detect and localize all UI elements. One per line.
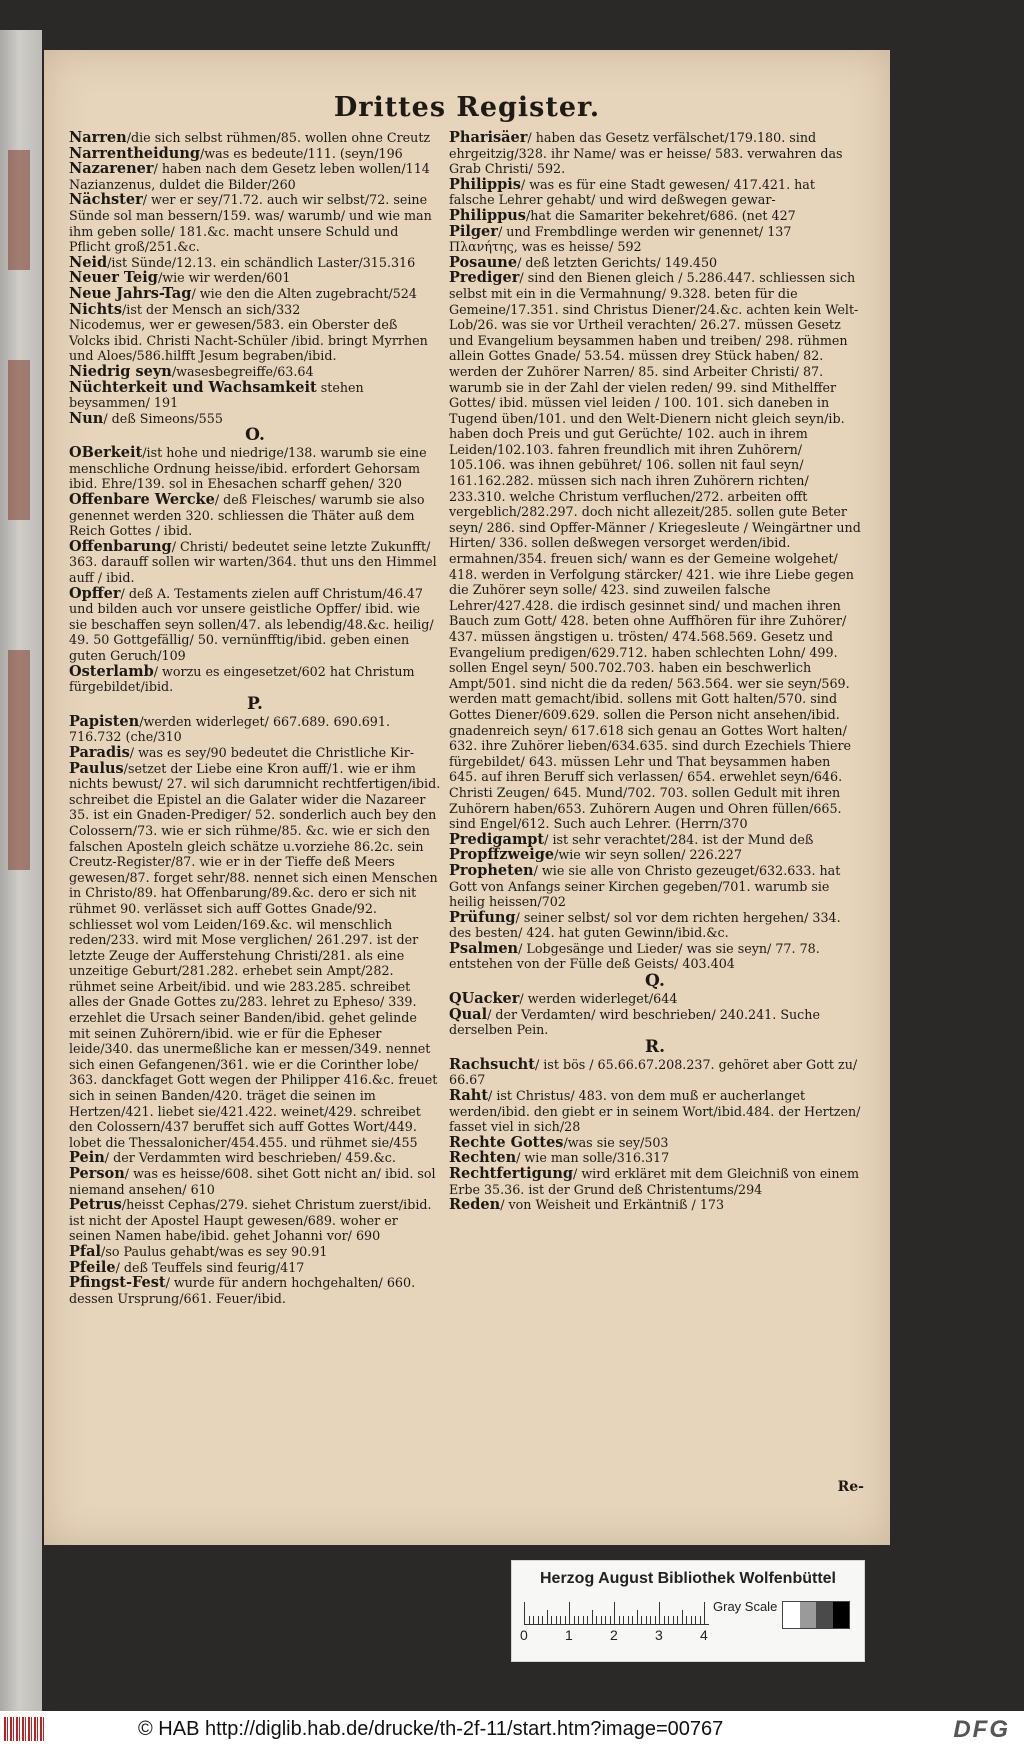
dfg-logo: DFG [953, 1716, 1010, 1743]
ruler-tick [542, 1616, 543, 1624]
gray-swatch [833, 1602, 850, 1628]
index-entry [449, 1135, 861, 1151]
entry-keyword: Pharisäer [449, 129, 528, 146]
index-entry [449, 1166, 861, 1197]
entry-text: / von Weisheit und Erkäntniß / 173 [500, 1197, 725, 1213]
page-title: Drittes Register. [333, 92, 601, 123]
entry-keyword: QUacker [449, 990, 520, 1008]
edge-mark [8, 360, 30, 520]
entry-keyword: Qual [449, 1005, 488, 1023]
gray-scale-swatches [782, 1601, 850, 1629]
entry-keyword: Neid [69, 253, 108, 271]
section-letter: P. [247, 693, 263, 714]
ruler-tick [682, 1610, 683, 1624]
ruler-tick [704, 1602, 705, 1624]
ruler-number: 3 [655, 1627, 663, 1643]
ruler-tick [583, 1616, 584, 1624]
entry-keyword: Papisten [69, 712, 140, 730]
index-entry [69, 586, 441, 664]
entry-keyword: Nächster [69, 191, 143, 209]
index-entry [69, 1150, 441, 1166]
section-letter: Q. [645, 971, 665, 992]
entry-text: / sind den Bienen gleich / 5.286.447. schliessen sich selbst mit ein in die Vermahnung/ 9.328. beten für die Gemeine/17.351. sind Christus Diener/24.&c. achten kein Welt-Lob/26. was sie vor Urtheil verachten/ 26.27. müssen Gesetz und Evangelium beysammen haben und treiben/ 298. rühmen allein Gottes Gnade/ 53.54. müssen drey Stück haben/ 82. werden der Zuhörer Narren/ 85. sind Arbeiter Christi/ 87. warumb sie in der Zahl der vielen reden/ 99. sind Mithelffer Gottes/ ibid. müssen viel leiden / 100. 101. sich daneben in Tugend üben/101. und den Welt-Dienern nicht gleich seyn/ib. haben doch Preis und gut Gerüchte/ 102. auch in ihrem Leiden/102.103. fahren freundlich mit ihren Zuhörern/ 105.106. was ihnen gebühret/ 106. sollen nit faul seyn/ 161.162.282. müssen sich nach ihren Zuhörern richten/ 233.310. welche Christum verfluchen/272. arbeiten offt vergeblich/282.297. doch nicht allezeit/285. sollen gute Beter seyn/ 286. sind Opffer-Männer / Kriegesleute / Weingärtner und Hirten/ 336. sollen deßwegen versorget werden/ibid. ermahnen/354. freuen sich/ wann es der Gemeine wolgehet/ 418. werden in Verfolgung stärcker/ 421. wie ihre Liebe gegen die Zuhörer seyn solle/ 423. sind zuweilen falsche Lehrer/427.428. die irdisch gesinnet sind/ und machen ihren Bauch zum Gott/ 428. beten ohne Auffhören für ihre Zuhörer/ 437. müssen ängstigen u. trösten/ 474.568.569. Gesetz und Evangelium predigen/629.712. haben schlechten Lohn/ 499. sollen Engel seyn/ 500.702.703. haben ein beschwerlich Ampt/501. sind nicht die da reden/ 563.564. wer sie seyn/569. werden matt gemacht/ibid. sollens mit Gott halten/570. sind Gottes Diener/609.629. sollen die Person nicht ansehen/ibid. gnadenreich seyn/ 617.618 sich genau an Gottes Wort halten/ 632. ihre Zuhörer lieben/634.635. sind durch Ezechiels Thiere fürgebildet/ 643. müssen Lehr und That beysammen haben 645. auf ihren Beruff sich verlassen/ 654. erwehlet seyn/646. Christi Zeugen/ 645. Mund/702. 703. sollen Gedult mit ihren Zuhörern haben/653. Zuhörern Augen und Ohren füllen/665. sind Engel/612. Such auch Lehrer. (Herrn/370 [449, 270, 861, 832]
entry-keyword: Posaune [449, 253, 518, 271]
entry-text: / haben nach dem Gesetz leben wollen/114 [153, 161, 430, 177]
ruler-tick [691, 1616, 692, 1624]
entry-keyword: Neuer Teig [69, 269, 158, 287]
ruler-tick [623, 1616, 624, 1624]
entry-text: /hat die Samariter bekehret/686. (net 427 [525, 207, 796, 223]
ruler-tick [578, 1616, 579, 1624]
index-entry [69, 714, 441, 745]
entry-keyword: Petrus [69, 1196, 122, 1214]
entry-text: / Lobgesänge und Lieder/ was sie seyn/ 77. 78. entstehen von der Fülle deß Geists/ 403.404 [449, 940, 820, 972]
entry-keyword: Narrentheidung [69, 144, 201, 162]
entry-text: / und Frembdlinge werden wir genennet/ 137 [497, 223, 792, 239]
entry-keyword: Neue Jahrs-Tag [69, 284, 192, 302]
catchword: Re- [837, 1479, 864, 1495]
ruler-tick [646, 1616, 647, 1624]
entry-text: /wie wir werden/601 [157, 270, 291, 286]
edge-mark [8, 650, 30, 870]
index-entry [449, 1057, 861, 1088]
entry-text: /was es bedeute/111. (seyn/196 [200, 145, 403, 161]
entry-keyword: Nazarener [69, 160, 154, 178]
index-entry [69, 317, 441, 364]
index-entry [449, 224, 861, 240]
ruler-tick [610, 1616, 611, 1624]
entry-text: /was sie sey/503 [563, 1134, 669, 1150]
entry-keyword: Paulus [69, 759, 124, 777]
entry-keyword: Nüchterkeit und Wachsamkeit [69, 378, 317, 396]
entry-text: Πλανήτης, was es heisse/ 592 [449, 239, 642, 255]
entry-keyword: Rechte Gottes [449, 1133, 564, 1151]
ruler-number: 4 [700, 1627, 708, 1643]
entry-keyword: Predigampt [449, 830, 545, 848]
entry-text: / wie den die Alten zugebracht/524 [191, 285, 417, 301]
entry-text: / ist sehr verachtet/284. ist der Mund deß [544, 831, 814, 847]
ruler-tick [677, 1616, 678, 1624]
ruler-tick [664, 1616, 665, 1624]
ruler-tick [574, 1616, 575, 1624]
entry-keyword: Nichts [69, 300, 122, 318]
ruler-number: 0 [520, 1627, 528, 1643]
ruler-tick [659, 1602, 660, 1624]
index-entry [449, 239, 861, 255]
index-column-left [69, 130, 441, 1306]
index-entry [69, 445, 441, 492]
entry-text: / ist Christus/ 483. von dem muß er aucherlanget werden/ibid. den giebt er in seinem Wort/ibid.484. der Hertzen/ fasset viel in sich/28 [449, 1088, 861, 1135]
entry-text: / was es heisse/608. sihet Gott nicht an/ ibid. sol niemand ansehen/ 610 [69, 1166, 436, 1197]
entry-text: / werden widerleget/644 [519, 991, 678, 1007]
ruler-number: 2 [610, 1627, 618, 1643]
index-entry [449, 1007, 861, 1038]
entry-text: /werden widerleget/ 667.689. 690.691. 716.732 (che/310 [69, 713, 390, 745]
entry-text: /ist hohe und niedrige/138. warumb sie eine menschliche Ordnung heisse/ibid. erfordert Gehorsam ibid. Ehre/139. sol in Ehesachen scharff gehen/ 320 [69, 445, 427, 492]
ruler-tick [632, 1616, 633, 1624]
entry-text: /wasesbegreiffe/63.64 [171, 363, 314, 379]
entry-text: / wer er sey/71.72. auch wir selbst/72. seine Sünde sol man bessern/159. was/ warumb/ und wie man ihm geben solle/ 181.&c. macht unsere Schuld und Pflicht groß/251.&c. [69, 192, 432, 255]
ruler-tick [605, 1616, 606, 1624]
index-entry [449, 1197, 861, 1213]
section-letter: R. [644, 1036, 666, 1057]
entry-text: / der Verdamten/ wird beschrieben/ 240.241. Suche derselben Pein. [449, 1006, 820, 1038]
ruler-tick [592, 1610, 593, 1624]
entry-keyword: Opffer [69, 584, 121, 602]
footer-bar [0, 1711, 1024, 1747]
entry-text: /wie wir seyn sollen/ 226.227 [554, 847, 742, 863]
index-entry [449, 1150, 861, 1166]
ruler-tick [524, 1602, 525, 1624]
entry-text: / deß A. Testaments zielen auff Christum/46.47 und bilden auch vor unsere geistliche Opffer/ ibid. wie sie beschaffen seyn sollen/47. als lebendig/48.&c. heilig/ 49. 50 Gottgefällig/ 50. vernünfftig/ibid. geben einen guten Geruch/109 [69, 585, 434, 663]
index-entry [69, 411, 441, 427]
index-entry [69, 1244, 441, 1260]
entry-text: /setzet der Liebe eine Kron auff/1. wie er ihm nichts bewust/ 27. wil sich darumnicht rechtfertigen/ibid. schreibet die Epistel an die Galater wider die Nazareer 35. ist ein Gnaden-Prediger/ 52. sonderlich auch bey den Colossern/73. wie er sich rühme/85. &c. wie er sich den falschen Aposteln gleich schätze u.vorziehe 86.2c. sein Creutz-Register/87. wie er in der Tieffe deß Meers gewesen/87. forget sehr/88. nennet sich einen Menschen in Christo/89. hat Offenbarung/89.&c. dero er sich nit rühmet 90. verlässet sich auff Gottes Gnade/92. schliesset wol vom Leiden/169.&c. wil menschlich reden/233. wird mit Mose verglichen/ 261.297. ist der letzte Zeuge der Aufferstehung Christi/281. als eine unzeitige Geburt/281.282. erhebet sein Ampt/282. rühmet seine Arbeit/ibid. und wie 283.285. schreibet alles der Gnade Gottes zu/283. lehret zu Epheso/ 339. erzehlet die Ursach seiner Banden/ibid. gehet gelinde mit seinen Zuhörern/ibid. wie er für die Epheser leide/340. das unermeßliche kan er messen/349. nennet sich einen Gefangenen/361. wie er die Corinther lobe/ 363. danckfaget Gott wegen der Philipper 416.&c. freuet sich in seinen Banden/420. träget die seinen im Hertzen/421. liebet sie/421.422. weinet/429. schreibet den Colossern/437 beruffet sich auff Gottes Wort/449. lobet die Thessalonicher/454.455. und rühmet sie/455 [69, 760, 441, 1150]
entry-text: / wurde für andern hochgehalten/ 660. dessen Ursprung/661. Feuer/ibid. [69, 1275, 416, 1306]
ruler-tick [587, 1616, 588, 1624]
entry-keyword: Pein [69, 1149, 105, 1167]
entry-text: / worzu es eingesetzet/602 hat Christum fürgebildet/ibid. [69, 663, 415, 695]
edge-mark [8, 150, 30, 270]
footer-url[interactable]: © HAB http://diglib.hab.de/drucke/th-2f-11/start.htm?image=00767 [138, 1718, 724, 1740]
index-entry [69, 664, 441, 695]
entry-text: / was es sey/90 bedeutet die Christliche Kir- [129, 744, 415, 760]
entry-keyword: Prediger [449, 269, 520, 287]
index-entry [449, 941, 861, 972]
index-entry [449, 270, 861, 831]
entry-keyword: Narren [69, 129, 127, 146]
entry-keyword: Reden [449, 1196, 501, 1214]
ruler-tick [560, 1616, 561, 1624]
ruler-tick [569, 1602, 570, 1624]
index-entry [449, 208, 861, 224]
entry-keyword: Niedrig seyn [69, 362, 172, 380]
ruler-tick [668, 1616, 669, 1624]
entry-text: / der Verdammten wird beschrieben/ 459.&c. [104, 1150, 396, 1166]
entry-text: /heisst Cephas/279. siehet Christum zuerst/ibid. ist nicht der Apostel Haupt gewesen/689. woher er seinen Namen habe/ibid. gehet Johanni vor/ 690 [69, 1197, 432, 1244]
entry-text: stehen beysammen/ 191 [69, 379, 364, 411]
scale-ruler [524, 1598, 709, 1625]
entry-text: Nazianzenus, duldet die Bilder/260 [69, 176, 296, 192]
entry-keyword: Prüfung [449, 908, 516, 926]
library-name: Herzog August Bibliothek Wolfenbüttel [540, 1570, 836, 1587]
index-entry [69, 761, 441, 1151]
entry-keyword: Person [69, 1165, 125, 1182]
entry-keyword: Rechtfertigung [449, 1165, 574, 1182]
index-entry [449, 863, 861, 910]
section-letter: O. [245, 425, 265, 446]
entry-keyword: Philippus [449, 206, 526, 224]
entry-keyword: Offenbarung [69, 537, 172, 555]
entry-text: / deß Simeons/555 [103, 410, 223, 426]
index-entry [449, 130, 861, 177]
entry-keyword: Pfingst-Fest [69, 1274, 166, 1292]
ruler-tick [619, 1616, 620, 1624]
entry-keyword: Propheten [449, 861, 534, 879]
entry-text: / Christi/ bedeutet seine letzte Zukunfft/ 363. darauff sollen wir warten/364. thut uns den Himmel auff / ibid. [69, 538, 437, 586]
entry-keyword: Pilger [449, 222, 498, 240]
ruler-tick [641, 1616, 642, 1624]
ruler-tick [565, 1616, 566, 1624]
index-entry [69, 255, 441, 271]
index-entry [69, 1260, 441, 1276]
entry-text: /ist Sünde/12.13. ein schändlich Laster/315.316 [107, 254, 416, 270]
ruler-tick [700, 1616, 701, 1624]
ruler-tick [637, 1610, 638, 1624]
entry-text: / wie sie alle von Christo gezeuget/632.633. hat Gott von Anfangs seiner Kirchen gegeben/701. warumb sie heilig heissen/702 [449, 862, 841, 910]
entry-keyword: Raht [449, 1087, 489, 1105]
entry-keyword: Pfal [69, 1242, 102, 1260]
entry-keyword: Osterlamb [69, 662, 154, 680]
library-color-card [511, 1560, 865, 1662]
index-entry [449, 1088, 861, 1135]
index-entry [69, 177, 441, 193]
entry-text: / deß Teuffels sind feurig/417 [115, 1259, 305, 1275]
index-entry [449, 832, 861, 848]
entry-text: /so Paulus gehabt/was es sey 90.91 [101, 1243, 328, 1259]
ruler-tick [695, 1616, 696, 1624]
ruler-tick [533, 1616, 534, 1624]
index-entry [69, 192, 441, 254]
ruler-tick [650, 1616, 651, 1624]
index-entry [69, 1197, 441, 1244]
entry-keyword: Paradis [69, 743, 130, 761]
entry-text: /ist der Mensch an sich/332 [122, 301, 301, 317]
entry-keyword: Propffzweige [449, 846, 555, 864]
index-entry [69, 286, 441, 302]
index-entry [69, 270, 441, 286]
entry-text: / haben das Gesetz verfälschet/179.180. sind ehrgeitzig/328. ihr Name/ was er heisse/ 583. verwahren das Grab Christi/ 592. [449, 130, 843, 177]
entry-text: / deß Fleisches/ warumb sie also genennet werden 320. schliessen die Thäter auß dem Reich Gottes / ibid. [69, 492, 425, 539]
ruler-tick [529, 1616, 530, 1624]
index-entry [449, 177, 861, 208]
index-entry [69, 539, 441, 586]
index-entry [69, 745, 441, 761]
gray-swatch [816, 1602, 833, 1628]
index-entry [69, 161, 441, 177]
ruler-tick [538, 1616, 539, 1624]
gray-swatch [783, 1602, 800, 1628]
ruler-tick [551, 1616, 552, 1624]
index-entry [449, 255, 861, 271]
index-entry [449, 991, 861, 1007]
index-entry [69, 146, 441, 162]
entry-text: / was es für eine Stadt gewesen/ 417.421. hat falsche Lehrer gehabt/ und wird deßwegen gewar- [449, 176, 815, 208]
entry-text: / seiner selbst/ sol vor dem richten hergehen/ 334. des besten/ 424. hat guten Gewinn/ibid.&c. [449, 909, 841, 941]
entry-keyword: Rechten [449, 1149, 517, 1167]
index-entry [449, 910, 861, 941]
ruler-tick [556, 1616, 557, 1624]
entry-text: / wie man solle/316.317 [516, 1150, 670, 1166]
ruler-tick [601, 1616, 602, 1624]
index-entry [69, 302, 441, 318]
ruler-tick [628, 1616, 629, 1624]
gray-swatch [800, 1602, 817, 1628]
index-entry [69, 492, 441, 539]
entry-text: / wird erkläret mit dem Gleichniß von einem Erbe 35.36. ist der Grund deß Christentums/294 [449, 1166, 860, 1197]
adjacent-page-edge [0, 30, 42, 1720]
entry-text: / ist bös / 65.66.67.208.237. gehöret aber Gott zu/ 66.67 [449, 1056, 858, 1088]
ruler-tick [547, 1610, 548, 1624]
entry-keyword: Rachsucht [449, 1055, 535, 1073]
entry-keyword: Offenbare Wercke [69, 491, 215, 509]
ruler-tick [686, 1616, 687, 1624]
ruler-tick [614, 1602, 615, 1624]
entry-keyword: Nun [69, 409, 104, 427]
ruler-number: 1 [565, 1627, 573, 1643]
index-column-right [449, 130, 861, 1213]
entry-keyword: OBerkeit [69, 444, 143, 462]
barcode-icon [4, 1717, 44, 1741]
entry-text: / deß letzten Gerichts/ 149.450 [517, 254, 718, 270]
index-entry [69, 1275, 441, 1306]
ruler-tick [655, 1616, 656, 1624]
entry-keyword: Psalmen [449, 939, 519, 957]
gray-scale-label: Gray Scale [713, 1599, 778, 1614]
index-entry [449, 847, 861, 863]
index-entry [69, 380, 441, 411]
index-entry [69, 364, 441, 380]
ruler-tick [673, 1616, 674, 1624]
entry-text: Nicodemus, wer er gewesen/583. ein Oberster deß Volcks ibid. Christi Nacht-Schüler /ibid. bringt Myrrhen und Aloes/586.hilfft Jesum begraben/ibid. [69, 317, 428, 364]
entry-keyword: Pfeile [69, 1258, 116, 1276]
entry-text: /die sich selbst rühmen/85. wollen ohne Creutz [126, 130, 431, 145]
entry-keyword: Philippis [449, 175, 521, 193]
index-entry [69, 1166, 441, 1197]
ruler-tick [596, 1616, 597, 1624]
index-entry [69, 130, 441, 146]
book-page [44, 50, 890, 1545]
